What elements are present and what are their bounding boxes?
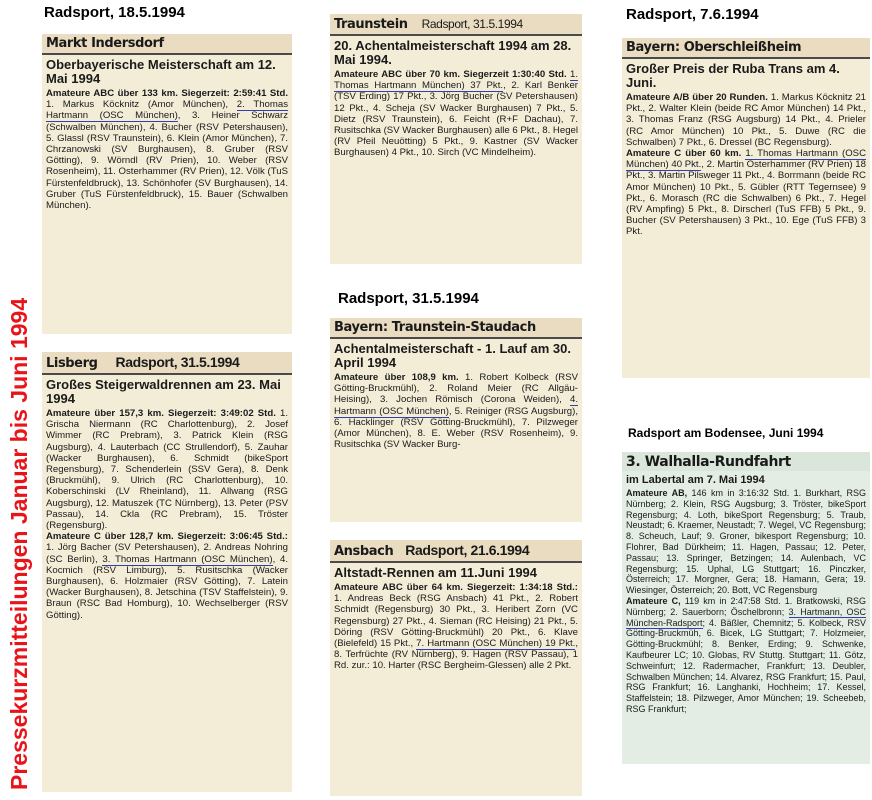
clip-headline: Oberbayerische Meisterschaft am 12. Mai 1994	[46, 57, 276, 86]
clipping-walhalla	[622, 452, 870, 764]
result-text: , 4. Kocmich (RSV Limburg), 5. Rusitschka (Wacker Burghausen), 6. Holzmaier (RSV Götting), 7. Latein (Wacker Burghausen), 8. Jetschina (TSV Staffelstein), 9. Braun (RSC Bad Homburg), 10. Wechselberger (RSV Götting).	[46, 553, 288, 621]
result-text: 119 km in 2:47:58 Std. 1. Bratkowski, RSG Nürnberg; 2. Sauerborn; Öschelbronn;	[626, 595, 866, 617]
class-label: Amateure ABC über 70 km. Siegerzeit 1:30:40 Std.	[334, 69, 567, 80]
highlight-hartmann: 1. Thomas Hartmann (OSC München) 40 Pkt.	[626, 148, 866, 171]
clip-place: Bayern: Traunstein-Staudach	[330, 318, 582, 339]
source-label-staudach: Radsport, 31.5.1994	[338, 290, 479, 307]
source-label-walhalla: Radsport am Bodensee, Juni 1994	[628, 426, 824, 440]
result-text: 1. Robert Kolbeck (RSV Götting-Bruckmühl), 2. Roland Meier (RC Allgäu-Heising), 3. Jochen Römisch (Corona Weiden),	[334, 372, 578, 406]
clipping-indersdorf	[42, 34, 292, 334]
clip-place: 3. Walhalla-Rundfahrt	[622, 452, 870, 471]
clipping-traunstein	[330, 14, 582, 264]
clip-place	[42, 352, 292, 375]
clipping-ansbach	[330, 540, 582, 796]
clip-place-name: Ansbach	[334, 544, 394, 559]
clip-place	[330, 14, 582, 36]
source-label-ansbach: Radsport, 21.6.1994	[405, 542, 530, 558]
clip-results	[626, 92, 866, 148]
result-text: 1. Markus Köcknitz 21 Pkt., 2. Walter Klein (beide RC Amor München) 14 Pkt., 3. Thomas Franz (RSG Augsburg) 14 Pkt., 4. Prieler (RC Amor München) 10 Pkt., 5. Duwe (RC die Schwalben) 7 Pkt., 6. Dressel (BC Regensburg).	[626, 92, 866, 148]
result-text: , 5. Reiniger (RSG Augsburg), 6. Hacklinger (RSV Götting-Bruckmühl), 7. Pilzweger (Amor München), 8. E. Weber (RSV Rosenheim), 9. Rusitschka (SV Wacker Burg-	[334, 405, 578, 451]
result-text: 146 km in 3:16:32 Std. 1. Burkhart, RSG Nürnberg; 2. Klein, RSG Augsburg; 3. Tröster, bikeSport Regensburg; 4. Loth, bikeSport Regensburg; 5. Traub, Neustadt; 6. Kraemer, Neustadt; 7. Wegel, VC Regensburg; 8. Scheuch, Lauf; 9. Groner, bikesport Regensburg; 10. Flohrer, Bad Dürkheim; 11. Hagen, Passau; 12. Peter, Passau; 13. Springer, Betzingen; 14. Aulenbach, VC Regensburg; 15. Uphal, LG Stuttgart; 16. Pinczker, Österreich; 17. Morgner, Gera; 18. Hamann, Gera; 19. Wiesinger, Österreich; 20. Bott, VC Regensburg	[626, 488, 866, 596]
clipping-oberschleissheim	[622, 38, 870, 378]
result-text: 1. Grischa Niermann (RC Charlottenburg), 2. Josef Wimmer (RC Prebram), 3. Patrick Klein (RSG Augsburg), 4. Lauterbach (CC Strullendorf), 5. Zauhar (Wacker Burghausen), 6. Schmidt (bikeSport Regensburg), 7. Schenderlein (SSV Gera), 8. Denk (Bruckmühl), 9. Ulrich (RC Charlottenburg), 10. Koberschinski (LV Rheinland), 11. Allwang (RSG Augsburg), 12. Matuszek (TC Nürnberg), 13. Peter (PSV Passau), 14. Ckla (RC Prebram), 15. Tröster (Regensburg).	[46, 408, 289, 532]
clip-headline: Großes Steigerwaldrennen am 23. Mai 1994	[46, 377, 281, 406]
source-label-lisberg: Radsport, 31.5.1994	[115, 354, 240, 370]
result-text: , 3. Heiner Schwarz (Schwalben München), 4. Bucher (RSV Petershausen), 5. Glassl (RSV Traunstein), 6. Klein (Amor München), 7. Chrzanowski (SV Burghausen), 8. Gruber (RSV Götting), 9. Wörndl (RV Prien), 10. Weber (RSV Rosenheim), 11. Osterhammer (RV Prien), 12. Völk (TuS Fürstenfeldbruck), 13. Schönhofer (SV Burghausen), 14. Gruber (TuS Fürstenfeldbruck), 15. Bauer (Schwalben München).	[46, 110, 288, 212]
source-label-oberschleissheim: Radsport, 7.6.1994	[626, 6, 759, 23]
highlight-hartmann: 3. Thomas Hartmann (OSC München)	[102, 553, 273, 565]
class-label: Amateure C über 60 km.	[626, 148, 742, 160]
class-label: Amateure über 157,3 km. Siegerzeit: 3:49:02 Std.	[46, 408, 276, 419]
result-text: 1. Markus Köcknitz (Amor München),	[46, 99, 237, 111]
clip-results	[46, 408, 288, 531]
clip-headline: Großer Preis der Ruba Trans am 4. Juni.	[626, 61, 840, 90]
clip-results	[626, 488, 866, 596]
class-label: Amateure AB,	[626, 488, 688, 498]
clip-results	[334, 372, 578, 450]
clip-headline: im Labertal am 7. Mai 1994	[626, 474, 765, 486]
clip-headline: Altstadt-Rennen am 11.Juni 1994	[334, 565, 538, 580]
result-text: ; 4. Bäßler, Chemnitz; 5. Kolbeck, RSV Götting-Bruckmüh, 6. Bicek, LG Stuttgart; 7. Holzmeier, Götting-Bruckmühl; 8. Benker, Erding; 9. Schwenke, Kaufbeurer LC; 10. Globas, RV Stuttg. Stuttgart; 11. Götz, Schweinfurt; 12. Radermacher, Frankfurt; 13. Deubler, Schwalben München; 14. Alvarez, RSG Frankfurt; 15. Paul, RSG Frankfurt; 16. Langhanki, Hochheim; 17. Kessel, Staffelstein; 18. Pilzweger, Amor München; 19. Scheebeb, RSG Frankfurt;	[626, 617, 866, 714]
highlight-hartmann: 3. Hartmann, OSC München-Radsport	[626, 606, 866, 628]
class-label: Amateure ABC über 64 km. Siegerzeit: 1:34:18 Std.:	[334, 582, 578, 593]
highlight-hartmann: 4. Hartmann (OSC München)	[334, 394, 578, 417]
clipping-staudach	[330, 318, 582, 522]
class-label: Amateure C über 128,7 km. Siegerzeit: 3:06:45 Std.:	[46, 531, 288, 543]
clip-headline: 20. Achentalmeisterschaft 1994 am 28. Mai 1994.	[334, 38, 572, 67]
side-title: Pressekurzmitteilungen Januar bis Juni 1994	[6, 297, 32, 790]
highlight-hartmann: 1. Thomas Hartmann München) 37 Pkt.	[334, 69, 579, 92]
result-text: 1. Andreas Beck (RSG Ansbach) 41 Pkt., 2. Robert Schmidt (Regensburg) 30 Pkt., 3. Heribert Zorn (VC Regensburg) 27 Pkt., 4. Sieman (RC Heising) 21 Pkt., 5. Döring (RSV Götting-Bruckmühl) 20 Pkt., 6. Klave (Bielefeld) 15 Pkt.,	[334, 593, 578, 650]
clip-place: Bayern: Oberschleißheim	[622, 38, 870, 59]
class-label: Amateure über 108,9 km.	[334, 372, 459, 383]
result-text: , 8. Terfrüchte (RV Nürnberg), 9. Hagen (RSV Passau), 1 Rd. zur.: 10. Harter (RSC Bergheim-Glessen) alle 2 Pkt.	[334, 638, 578, 672]
class-label: Amateure C,	[626, 595, 681, 606]
clip-results-c	[626, 148, 866, 238]
result-text: 1. Jörg Bacher (SV Petershausen), 2. Andreas Nohring (SC Berlin),	[46, 542, 288, 565]
clipping-lisberg	[42, 352, 292, 792]
result-text: , 2. Karl Benker (TSV Erding) 17 Pkt., 3. Jörg Bucher (SV Petershausen) 12 Pkt., 4. Scheja (SV Wacker Burghausen) 7 Pkt., 5. Dietz (RSV Traunstein), 6. Feicht (R+F Dachau), 7. Rusitschka (SV Wacker Burghausen) alle 6 Pkt., 8. Hegel (RV Pfeil Neuötting) 5 Pkt., 9. Kastner (SV Wacker Burghausen) 4 Pkt., 10. Sirch (VC Mindelheim).	[334, 80, 578, 159]
clip-results	[334, 582, 578, 672]
clip-results-c	[46, 531, 288, 621]
clip-place-name: Lisberg	[46, 356, 98, 371]
class-label: Amateure ABC über 133 km. Siegerzeit: 2:59:41 Std.	[46, 88, 288, 99]
source-label-traunstein: Radsport, 31.5.1994	[421, 17, 523, 31]
clip-place: Markt Indersdorf	[42, 34, 292, 55]
clip-place-name: Traunstein	[334, 17, 408, 32]
clip-results	[334, 69, 578, 159]
clip-results	[46, 88, 288, 211]
highlight-hartmann: 7. Hartmann (OSC München) 19 Pkt.	[416, 638, 576, 650]
clip-place	[330, 540, 582, 563]
clip-results-c	[626, 596, 866, 715]
source-label-indersdorf: Radsport, 18.5.1994	[44, 4, 185, 21]
highlight-hartmann: 2. Thomas Hartmann (OSC München)	[46, 99, 288, 122]
class-label: Amateure A/B über 20 Runden.	[626, 92, 768, 103]
clip-headline: Achentalmeisterschaft - 1. Lauf am 30. April 1994	[334, 341, 571, 370]
result-text: , 2. Martin Osterhammer (RV Prien) 18 Pkt., 3. Martin Pilsweger 11 Pkt., 4. Borrmann (beide RC Amor München) 10 Pkt., 5. Gübler (RTT Tegernsee) 9 Pkt., 6. Morasch (RC die Schwalben) 6 Pkt., 7. Hegel (RV Ampfing) 5 Pkt., 8. Dirscherl (TuS FFB) 5 Pkt., 9. Bucher (SV Petershausen) 3 Pkt., 10. Ege (TuS FFB) 3 Pkt.	[626, 159, 866, 238]
